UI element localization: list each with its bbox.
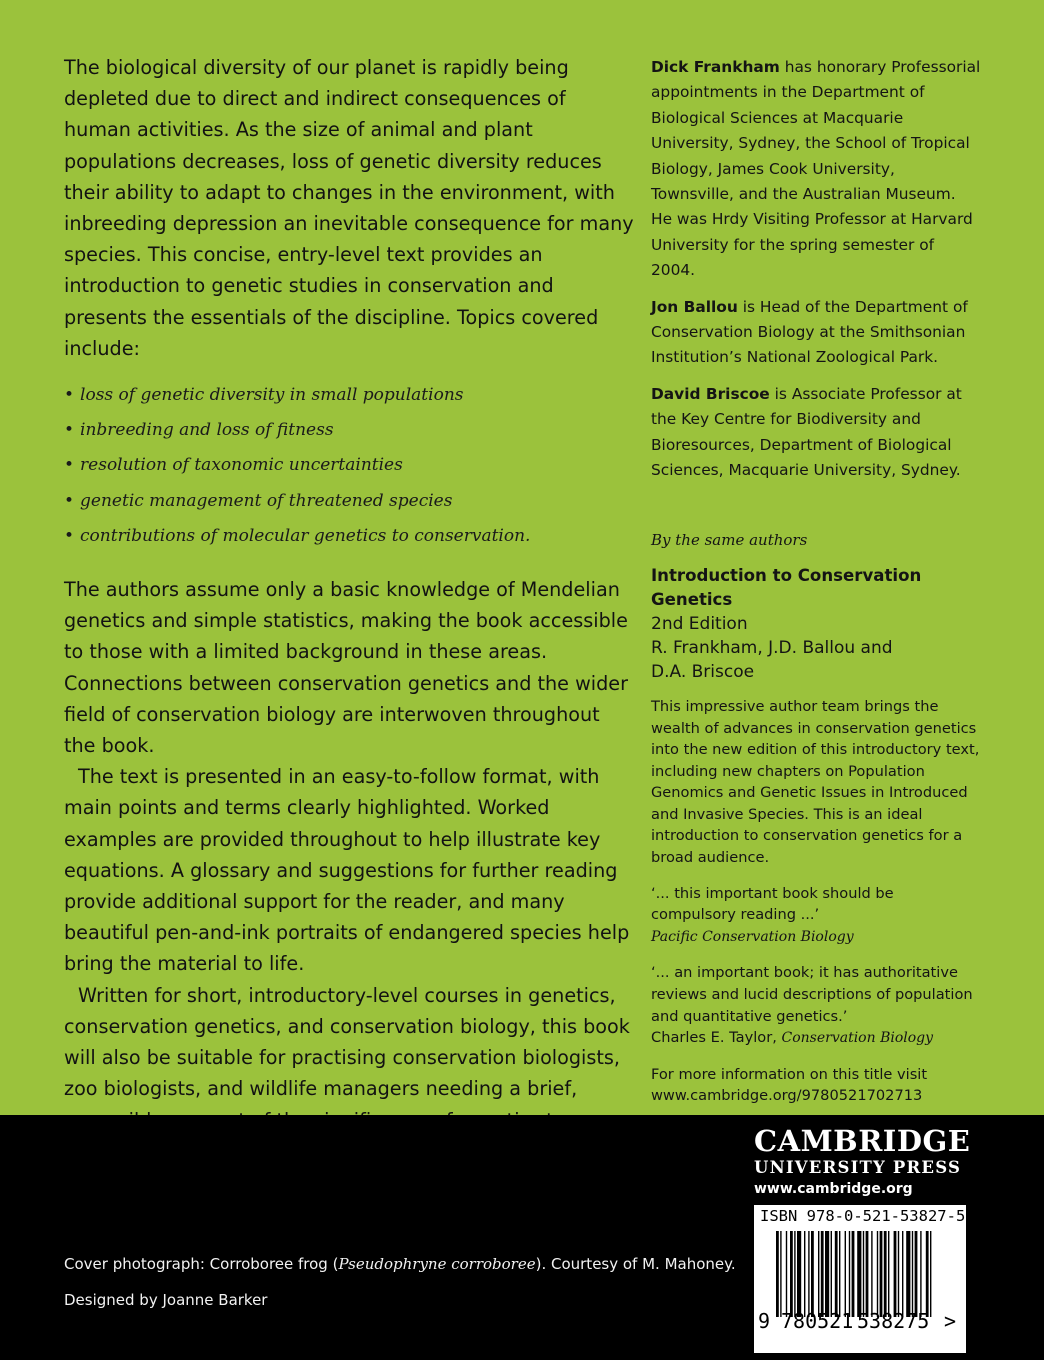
author-bio-briscoe: David Briscoe is Associate Professor at the Key Centre for Biodiversity and Bioresources, Department of Biological Sciences, Macquarie University, Sydney. — [651, 384, 962, 480]
review-source: Pacific Conservation Biology — [651, 928, 854, 945]
publisher-name: CAMBRIDGE — [754, 1124, 971, 1158]
topics-list — [64, 378, 634, 554]
intro-paragraph: The biological diversity of our planet is rapidly being depleted due to direct and indirect consequences of human activities. As the size of animal and plant populations decreases, loss of genetic diversity reduces their ability to adapt to changes in the environment, with inbreeding depression an inevitable consequence for many species. This concise, entry-level text provides an introduction to genetic studies in conservation and presents the essentials of the discipline. Topics covered include: — [64, 56, 634, 360]
more-info: For more information on this title visit www.cambridge.org/9780521702713 — [651, 1065, 928, 1105]
description-column — [64, 52, 634, 1167]
audience-paragraph: Written for short, introductory-level courses in genetics, conservation genetics, and conservation biology, this book will also be suitable for practising conservation biologists, zoo biologists, and wildlife managers needing a brief, — [64, 983, 630, 1101]
prerequisites-paragraph: The authors assume only a basic knowledge of Mendelian genetics and simple statistics, making the book accessible to those with a limited background in these areas. Connections between conservation genetics and the wider field of conservation biology are interwoven throughout the book. — [64, 578, 628, 758]
author-name: David Briscoe — [651, 384, 770, 403]
related-book-authors: R. Frankham, J.D. Ballou and — [651, 637, 893, 658]
publisher-subname: UNIVERSITY PRESS — [754, 1158, 962, 1177]
topic-item: • genetic management of threatened species — [64, 490, 453, 511]
author-name: Jon Ballou — [651, 297, 738, 316]
author-bio-ballou: Jon Ballou is Head of the Department of Conservation Biology at the Smithsonian Institution’s National Zoological Park. — [651, 297, 968, 367]
related-book-title: Introduction to Conservation Genetics — [651, 565, 922, 609]
cover-credit: Cover photograph: Corroboree frog (Pseudophryne corroboree). Courtesy of M. Mahoney. — [64, 1255, 736, 1273]
related-heading: By the same authors — [651, 530, 808, 549]
author-bio-frankham: Dick Frankham has honorary Professorial appointments in the Department of Biological Sciences at Macquarie University, Sydney, the School of Tropical Biology, James Cook University, Townsville, and the Australian Museum. He was Hrdy Visiting Professor at Harvard University for the spring semester of 2004. — [651, 58, 981, 280]
review-source: Conservation Biology — [781, 1030, 934, 1047]
publisher-url[interactable]: www.cambridge.org — [754, 1181, 913, 1197]
publisher-logo — [754, 1125, 969, 1199]
format-paragraph: The text is presented in an easy-to-follow format, with main points and terms clearly highlighted. Worked examples are provided throughout to help illustrate key equations. A glossary and suggestions for further reading provide additional support for the reader, and many beautiful pen-and-ink portraits of endangered species help bring the material to life. — [64, 765, 630, 976]
more-info-url[interactable]: www.cambridge.org/9780521702713 — [651, 1087, 923, 1105]
author-column — [651, 55, 981, 1107]
review-quote: ‘... this important book should be compulsory reading ...’ Pacific Conservation Biology — [651, 884, 894, 945]
review-quote: ‘... an important book; it has authoritative reviews and lucid descriptions of population and quantitative genetics.’ Charles E. Taylor, Conservation Biology — [651, 964, 973, 1047]
topic-item: • loss of genetic diversity in small populations — [64, 385, 464, 406]
topic-item: • resolution of taxonomic uncertainties — [64, 455, 403, 476]
related-book-authors-cont: D.A. Briscoe — [651, 661, 755, 682]
isbn-barcode: ISBN 978-0-521-53827-5 9 780521 538275 > — [754, 1205, 966, 1353]
topic-item: • inbreeding and loss of fitness — [64, 420, 334, 441]
related-book-edition: 2nd Edition — [651, 613, 748, 634]
related-book-blurb: This impressive author team brings the wealth of advances in conservation genetics into the new edition of this introductory text, including new chapters on Population Genomics and Genetic Issues in Introduced and Invasive Species. This is an ideal introduction to conservation genetics for a broad audience. — [651, 697, 980, 867]
topic-item: • contributions of molecular genetics to conservation. — [64, 525, 531, 546]
isbn-number: ISBN 978-0-521-53827-5 — [760, 1207, 966, 1225]
barcode-bars — [754, 1231, 966, 1317]
footer-band — [0, 1115, 1044, 1360]
designer-credit: Designed by Joanne Barker — [64, 1291, 268, 1309]
author-name: Dick Frankham — [651, 58, 780, 76]
